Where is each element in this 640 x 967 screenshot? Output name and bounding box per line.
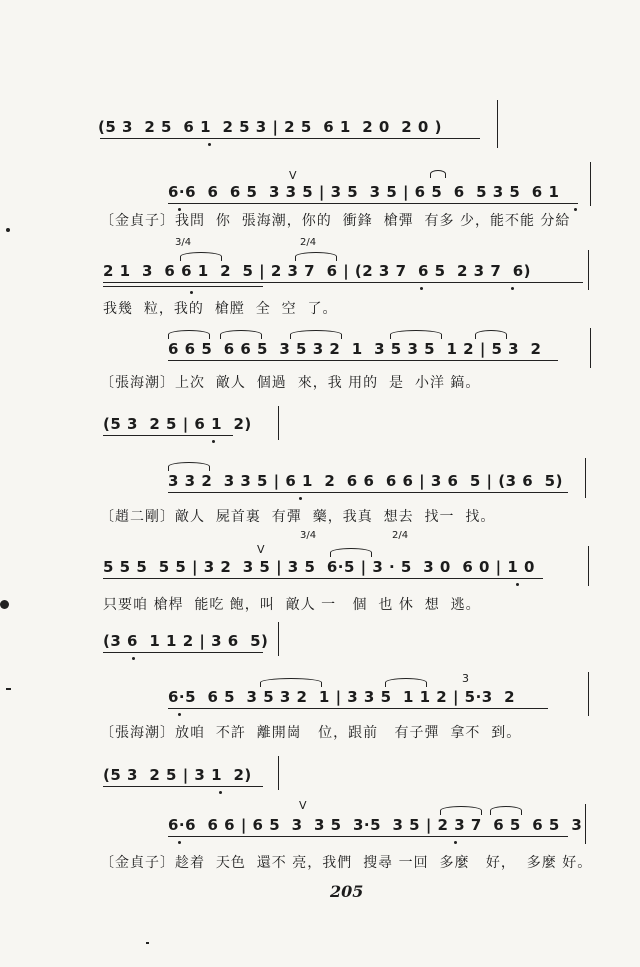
barline <box>278 406 279 440</box>
barline <box>590 328 591 368</box>
octave-dot <box>511 287 514 290</box>
octave-dot <box>299 497 302 500</box>
notation-line: (5 3 2 5 6 1 2 5 3 | 2 5 6 1 2 0 2 0 ) <box>98 118 442 136</box>
margin-speck <box>146 942 149 944</box>
octave-dot <box>219 791 222 794</box>
time-signature: 3/4 <box>300 530 317 541</box>
time-signature: 3/4 <box>175 237 192 248</box>
barline <box>588 250 589 290</box>
notation-line: (3 6 1 1 2 | 3 6 5) <box>103 632 269 650</box>
slur <box>168 330 210 339</box>
notation-line: 6·6 6 6 | 6 5 3 3 5 3·5 3 5 | 2 3 7 6 5 6 5 3 <box>168 816 583 834</box>
octave-dot <box>178 208 181 211</box>
notation-line: 3 3 2 3 3 5 | 6 1 2 6 6 6 6 | 3 6 5 | (3 6 5) <box>168 472 563 490</box>
lyrics-line: 〔金貞子〕我問 你 張海潮，你的 衝鋒 槍彈 有多 少，能不能 分給 <box>100 213 571 229</box>
time-signature: 2/4 <box>392 530 409 541</box>
notation-line: (5 3 2 5 | 3 1 2) <box>103 766 252 784</box>
slur <box>260 678 322 687</box>
octave-dot <box>178 713 181 716</box>
octave-dot <box>178 841 181 844</box>
lyrics-line: 〔金貞子〕趁着 天色 還不 亮，我們 搜尋 一回 多麼 好， 多麼 好。 <box>100 855 593 871</box>
slur <box>168 462 210 471</box>
slur <box>490 806 522 815</box>
slur <box>180 252 222 261</box>
barline <box>497 100 498 148</box>
margin-speck <box>6 688 11 690</box>
slur <box>390 330 442 339</box>
beam-underline <box>103 578 543 579</box>
lyrics-line: 〔趙二剛〕敵人 屍首裏 有彈 藥，我真 想去 找一 找。 <box>100 509 496 525</box>
beam-underline <box>103 435 233 436</box>
slur <box>220 330 262 339</box>
margin-speck <box>6 228 10 232</box>
slur <box>295 252 337 261</box>
octave-dot <box>208 143 211 146</box>
slur <box>330 548 372 557</box>
octave-dot <box>420 287 423 290</box>
breath-mark: V <box>289 169 297 182</box>
lyrics-line: 〔張海潮〕上次 敵人 個過 來，我 用的 是 小洋 鎬。 <box>100 375 481 391</box>
notation-line: 6·5 6 5 3 5 3 2 1 | 3 3 5 1 1 2 | 5·3 2 <box>168 688 516 706</box>
lyrics-line: 〔張海潮〕放咱 不許 離開崗 位，跟前 有子彈 拿不 到。 <box>100 725 522 741</box>
slur <box>440 806 482 815</box>
barline <box>590 162 591 206</box>
notation-line: (5 3 2 5 | 6 1 2) <box>103 415 252 433</box>
breath-mark: V <box>257 543 265 556</box>
beam-underline <box>168 708 548 709</box>
lyrics-line: 我幾 粒，我的 槍膛 全 空 了。 <box>103 301 338 317</box>
octave-dot <box>132 657 135 660</box>
barline <box>585 458 586 498</box>
barline <box>588 546 589 586</box>
beam-underline <box>103 652 263 653</box>
barline <box>585 804 586 844</box>
notation-line: 6·6 6 6 5 3 3 5 | 3 5 3 5 | 6 5 6 5 3 5 6 1 <box>168 183 560 201</box>
notation-line: 2 1 3 6 6 1 2 5 | 2 3 7 6 | (2 3 7 6 5 2 3 7 6) <box>103 262 532 280</box>
fermata-slur <box>430 170 446 178</box>
octave-dot <box>454 841 457 844</box>
beam-underline <box>103 286 263 287</box>
page-number: 205 <box>330 882 364 901</box>
notation-line: 5 5 5 5 5 | 3 2 3 5 | 3 5 6·5 | 3 · 5 3 0 6 0 | 1 0 <box>103 558 535 576</box>
octave-dot <box>574 208 577 211</box>
slur <box>290 330 342 339</box>
lyrics-line: 只要咱 槍桿 能吃 飽，叫 敵人 一 個 也 休 想 逃。 <box>103 597 481 613</box>
beam-underline <box>168 836 568 837</box>
beam-underline <box>103 786 263 787</box>
barline <box>588 672 589 716</box>
triplet-mark: 3 <box>462 672 469 685</box>
barline <box>278 622 279 656</box>
beam-underline <box>100 138 480 139</box>
octave-dot <box>516 583 519 586</box>
notation-line: 6 6 5 6 6 5 3 5 3 2 1 3 5 3 5 1 2 | 5 3 2 <box>168 340 542 358</box>
margin-speck <box>0 600 9 609</box>
slur <box>475 330 507 339</box>
time-signature: 2/4 <box>300 237 317 248</box>
slur <box>385 678 427 687</box>
octave-dot <box>212 440 215 443</box>
beam-underline <box>103 282 583 283</box>
breath-mark: V <box>299 799 307 812</box>
beam-underline <box>168 360 558 361</box>
barline <box>278 756 279 790</box>
octave-dot <box>190 291 193 294</box>
beam-underline <box>168 492 568 493</box>
beam-underline <box>168 203 578 204</box>
